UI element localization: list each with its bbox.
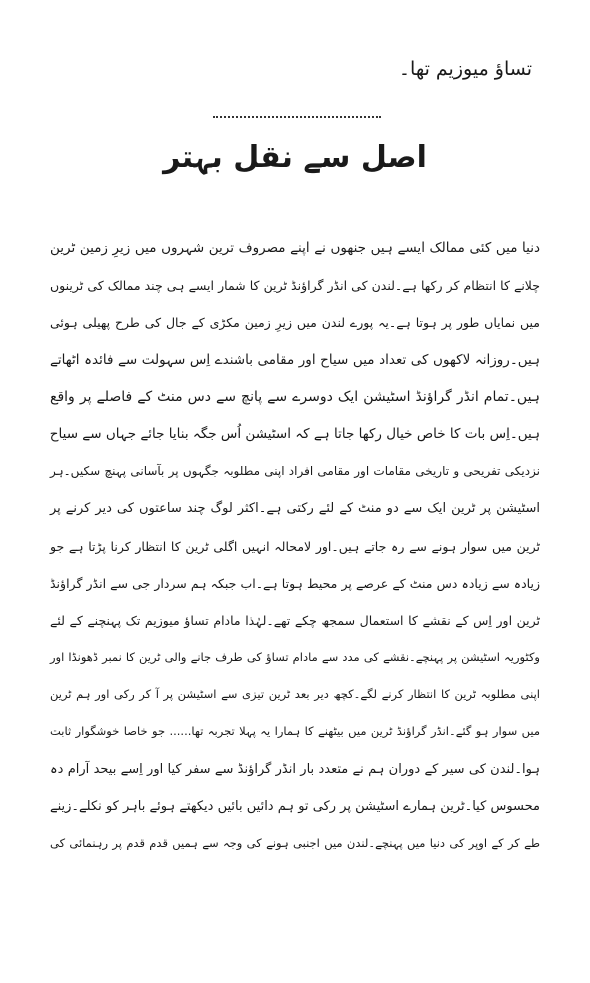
text-line: اپنی مطلوبہ ٹرین کا انتظار کرنے لگے۔کچھ دیر بعد ٹرین تیزی سے اسٹیشن پر آ کر رکی اور ہم ٹرین (50, 687, 540, 702)
text-line: چلانے کا انتظام کر رکھا ہے۔لندن کی انڈر گراؤنڈ ٹرین کا شمار ایسے ہی چند ممالک کی ٹرینوں (50, 278, 540, 294)
text-line: ہوا۔لندن کی سیر کے دوران ہم نے متعدد بار انڈر گراؤنڈ سے سفر کیا اور اِسے بیحد آرام دہ (50, 761, 540, 777)
text-line: ٹرین میں سوار ہونے سے رہ جاتے ہیں۔اور لامحالہ انہیں اگلی ٹرین کا انتظار کرنا پڑتا ہے جو (50, 538, 540, 554)
previous-chapter-last-line: تساؤ میوزیم تھا۔ (398, 58, 532, 80)
text-line: ٹرین اور اِس کے نقشے کا استعمال سمجھ چکے تھے۔لہٰذا مادام تساؤ میوزیم تک پہنچنے کے لئے (50, 612, 540, 628)
text-line: میں سوار ہو گئے۔انڈر گراؤنڈ ٹرین میں بیٹھنے کا ہمارا یہ پہلا تجربہ تھا...... جو خاصا خوشگوار ثابت (50, 724, 540, 739)
text-line: ہیں۔تمام انڈر گراؤنڈ اسٹیشن ایک دوسرے سے پانچ سے دس منٹ کے فاصلے پر واقع (50, 388, 540, 405)
text-line: نزدیکی تفریحی و تاریخی مقامات اور مقامی افراد اپنی مطلوبہ جگہوں پر بآسانی پہنچ سکیں۔ہر (50, 464, 540, 479)
section-divider (213, 116, 381, 118)
text-line: دنیا میں کئی ممالک ایسے ہیں جنھوں نے اپنے مصروف ترین شہروں میں زیرِ زمین ٹرین (50, 240, 540, 256)
text-line: طے کر کے اوپر کی دنیا میں پہنچے۔لندن میں اجنبی ہونے کی وجہ سے ہمیں قدم قدم پر رہنمائی کی (50, 836, 540, 850)
text-line: وکٹوریہ اسٹیشن پر پہنچے۔نقشے کی مدد سے مادام تساؤ کی طرف جانے والی ٹرین کا نمبر ڈھونڈا اور (50, 650, 540, 665)
text-line: میں نمایاں طور پر ہوتا ہے۔یہ پورے لندن میں زیرِ زمین مکڑی کے جال کی طرح پھیلی ہوئی (50, 315, 540, 331)
text-line: محسوس کیا۔ٹرین ہمارے اسٹیشن پر رکی تو ہم دائیں بائیں دیکھتے ہوئے باہر کو نکلے۔زینے (50, 798, 540, 814)
chapter-title: اصل سے نقل بہتر (163, 140, 427, 175)
text-line: ہیں۔اِس بات کا خاص خیال رکھا جاتا ہے کہ اسٹیشن اُس جگہ بنایا جائے جہاں سے سیاح (49, 425, 540, 442)
text-line: ہیں۔روزانہ لاکھوں کی تعداد میں سیاح اور مقامی باشندے اِس سہولت سے فائدہ اٹھاتے (50, 351, 540, 368)
text-line: اسٹیشن پر ٹرین ایک سے دو منٹ کے لئے رکتی ہے۔اکثر لوگ چند ساعتوں کی دیر کرنے پر (50, 501, 540, 517)
body-paragraph (50, 230, 540, 862)
text-line: زیادہ سے زیادہ دس منٹ کے عرصے پر محیط ہوتا ہے۔اب جبکہ ہم سردار جی سے انڈر گراؤنڈ (50, 575, 540, 591)
